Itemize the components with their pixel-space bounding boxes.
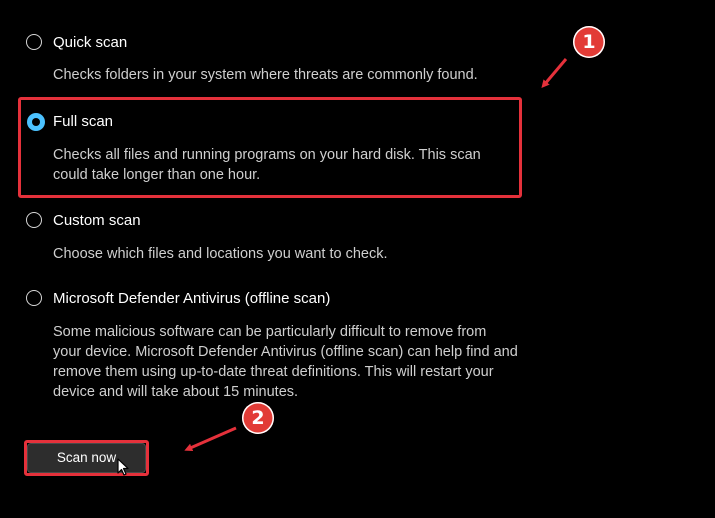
annotation-badge-2: 2 [242, 402, 274, 434]
annotation-arrow-1 [544, 59, 566, 85]
quick-scan-description: Checks folders in your system where threats are commonly found. [53, 67, 478, 83]
full-scan-label[interactable]: Full scan [53, 113, 114, 130]
offline-scan-label[interactable]: Microsoft Defender Antivirus (offline scan) [53, 290, 331, 307]
annotation-badge-1: 1 [573, 26, 605, 58]
custom-scan-description: Choose which files and locations you want to check. [53, 246, 388, 262]
scan-now-button[interactable]: Scan now [27, 443, 146, 473]
custom-scan-label[interactable]: Custom scan [53, 212, 141, 229]
annotation-arrow-2 [188, 428, 236, 449]
quick-scan-label[interactable]: Quick scan [53, 34, 128, 51]
offline-scan-description: Some malicious software can be particularly difficult to remove from your device. Microsoft Defender Antivirus (offline scan) can help find and remove them using up-to-date threat definitions. This will restart your device and will take about 15 minutes. [53, 324, 518, 400]
full-scan-description: Checks all files and running programs on your hard disk. This scan could take longer than one hour. [53, 147, 481, 183]
